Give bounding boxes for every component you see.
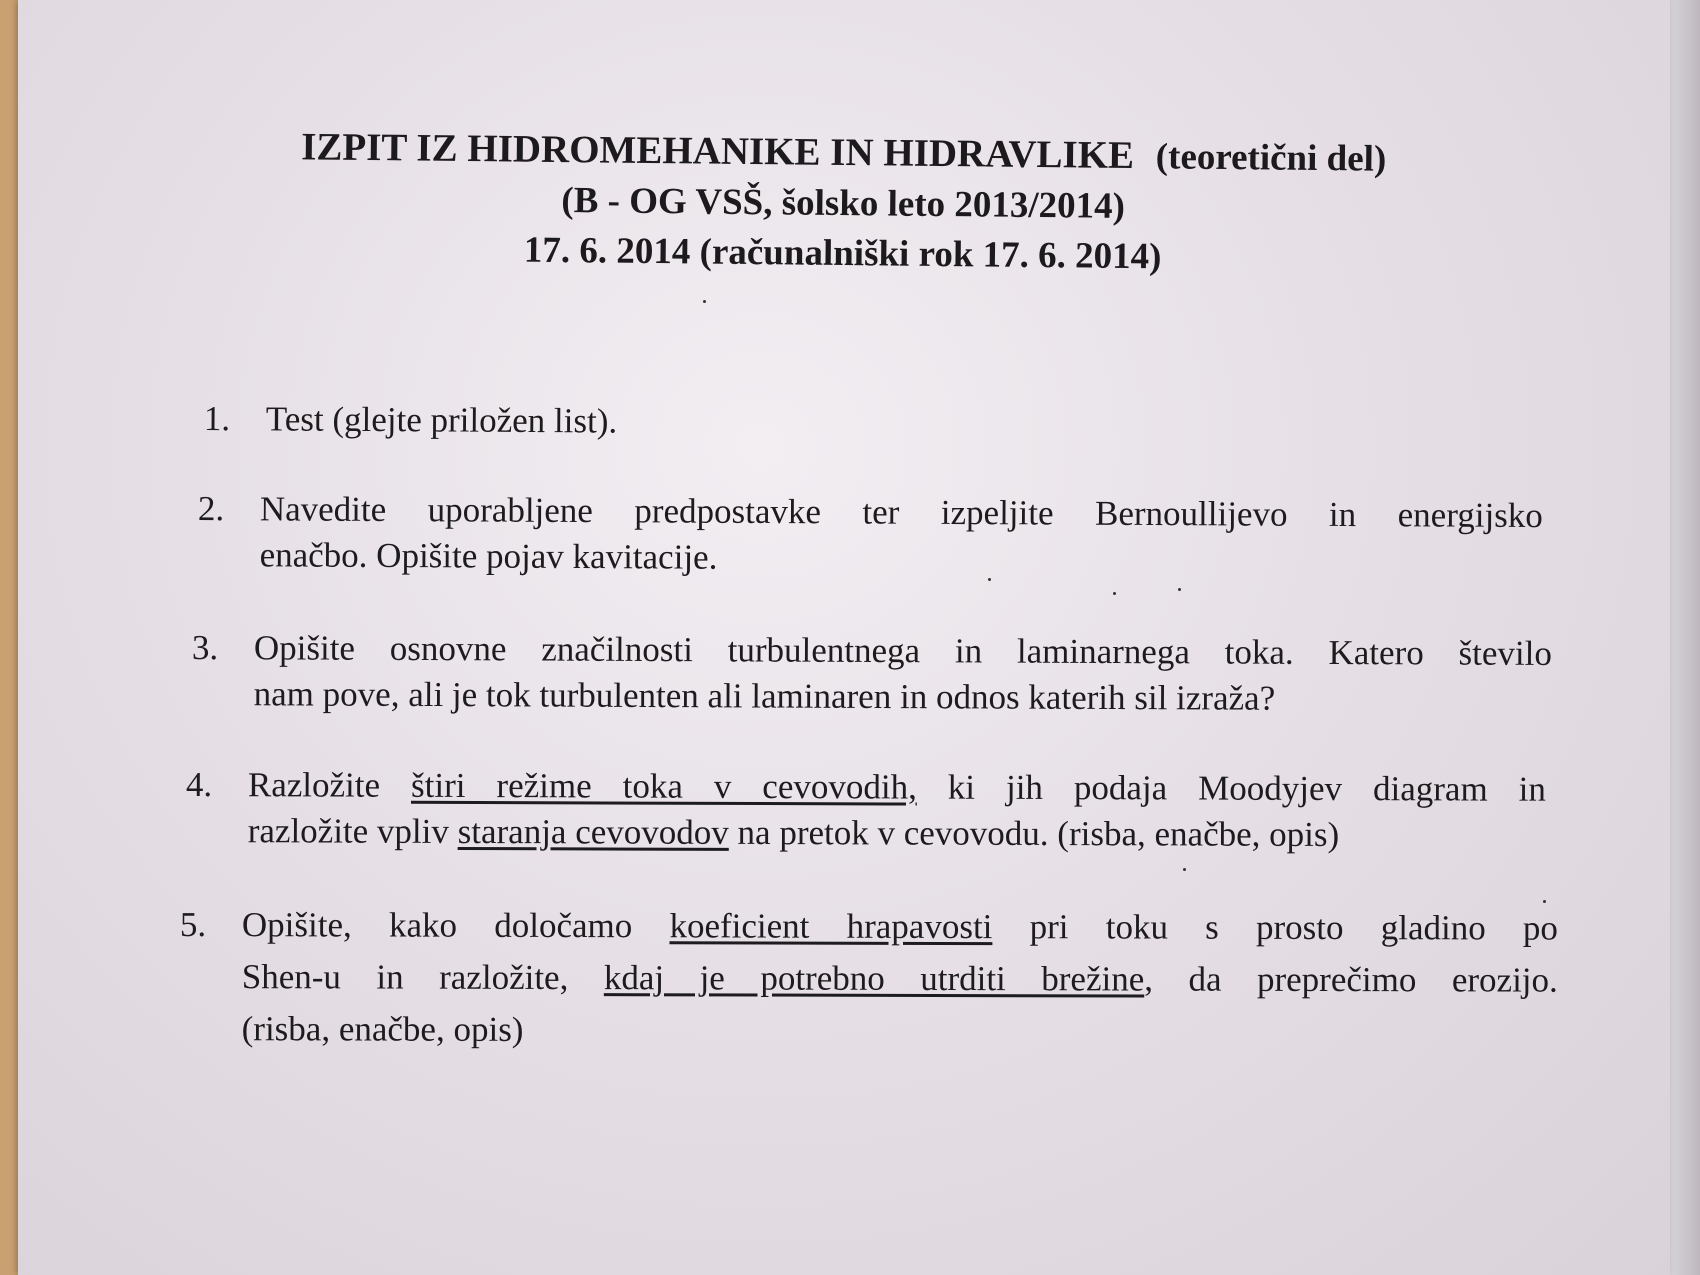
- question-line: [242, 954, 1558, 1003]
- question-1: [204, 396, 1504, 450]
- question-line: Test (glejte priložen list).: [265, 399, 618, 441]
- question-text-segment: Shen-u in razložite,: [241, 957, 569, 998]
- question-text-segment: pri toku s prosto gladino po: [1029, 907, 1559, 948]
- question-number: 5.: [179, 905, 207, 945]
- underlined-phrase: staranja cevovodov: [457, 811, 729, 852]
- question-list: [18, 0, 1670, 1275]
- question-2: [198, 486, 1543, 585]
- exam-sheet: [18, 0, 1670, 1275]
- question-line: [242, 902, 1558, 951]
- desk-background: [1670, 0, 1700, 1275]
- question-line: nam pove, ali je tok turbulenten ali laminaren in odnos katerih sil izraža?: [253, 674, 1276, 718]
- question-text-segment: Opišite, kako določamo: [241, 905, 633, 946]
- paper-speck: [1543, 900, 1546, 903]
- question-text: [266, 396, 1504, 450]
- question-line: [248, 808, 1546, 859]
- question-line: Navedite uporabljene predpostavke ter izpeljite Bernoullijevo in energijsko: [259, 489, 1543, 536]
- underlined-phrase: kdaj je potrebno utrditi brežine: [603, 958, 1145, 999]
- question-text-segment: na pretok v cevovodu. (risba, enačbe, opis): [737, 812, 1340, 855]
- paper-speck: [703, 300, 706, 303]
- question-number: 4.: [185, 765, 213, 805]
- question-line: [248, 762, 1546, 813]
- question-5: [180, 902, 1558, 1056]
- question-3: [192, 625, 1552, 723]
- paper-speck: [1178, 588, 1181, 591]
- question-4: [186, 762, 1546, 859]
- paper-speck: [988, 578, 991, 581]
- question-line: (risba, enačbe, opis): [241, 1009, 524, 1049]
- question-text: [242, 902, 1558, 1055]
- paper-speck: [1183, 868, 1186, 871]
- question-line: enačbo. Opišite pojav kavitacije.: [259, 535, 718, 577]
- exam-date: 17. 6. 2014 (računalniški rok 17. 6. 2014): [523, 229, 1162, 278]
- question-text-segment: Razložite: [247, 765, 381, 805]
- question-text-segment: razložite vpliv: [247, 811, 449, 851]
- question-text: [254, 625, 1552, 723]
- underlined-phrase: štiri režime toka v cevovodih,: [410, 765, 917, 807]
- question-line: Opišite osnovne značilnosti turbulentnega in laminarnega toka. Katero število: [253, 628, 1552, 673]
- question-number: 3.: [191, 628, 219, 668]
- exam-title-suffix: (teoretični del): [1155, 136, 1387, 180]
- exam-subtitle: (B - OG VSŠ, šolsko leto 2013/2014): [561, 180, 1126, 227]
- question-number: 2.: [197, 488, 225, 529]
- question-text: [260, 486, 1543, 585]
- question-text-segment: , da preprečimo erozijo.: [1144, 959, 1558, 1000]
- question-text-segment: ki jih podaja Moodyjev diagram in: [947, 767, 1546, 809]
- underlined-phrase: koeficient hrapavosti: [669, 906, 993, 947]
- question-text: [248, 762, 1546, 859]
- exam-title: IZPIT IZ HIDROMEHANIKE IN HIDRAVLIKE: [300, 125, 1135, 178]
- paper-speck: [1113, 592, 1116, 595]
- question-number: 1.: [203, 398, 231, 439]
